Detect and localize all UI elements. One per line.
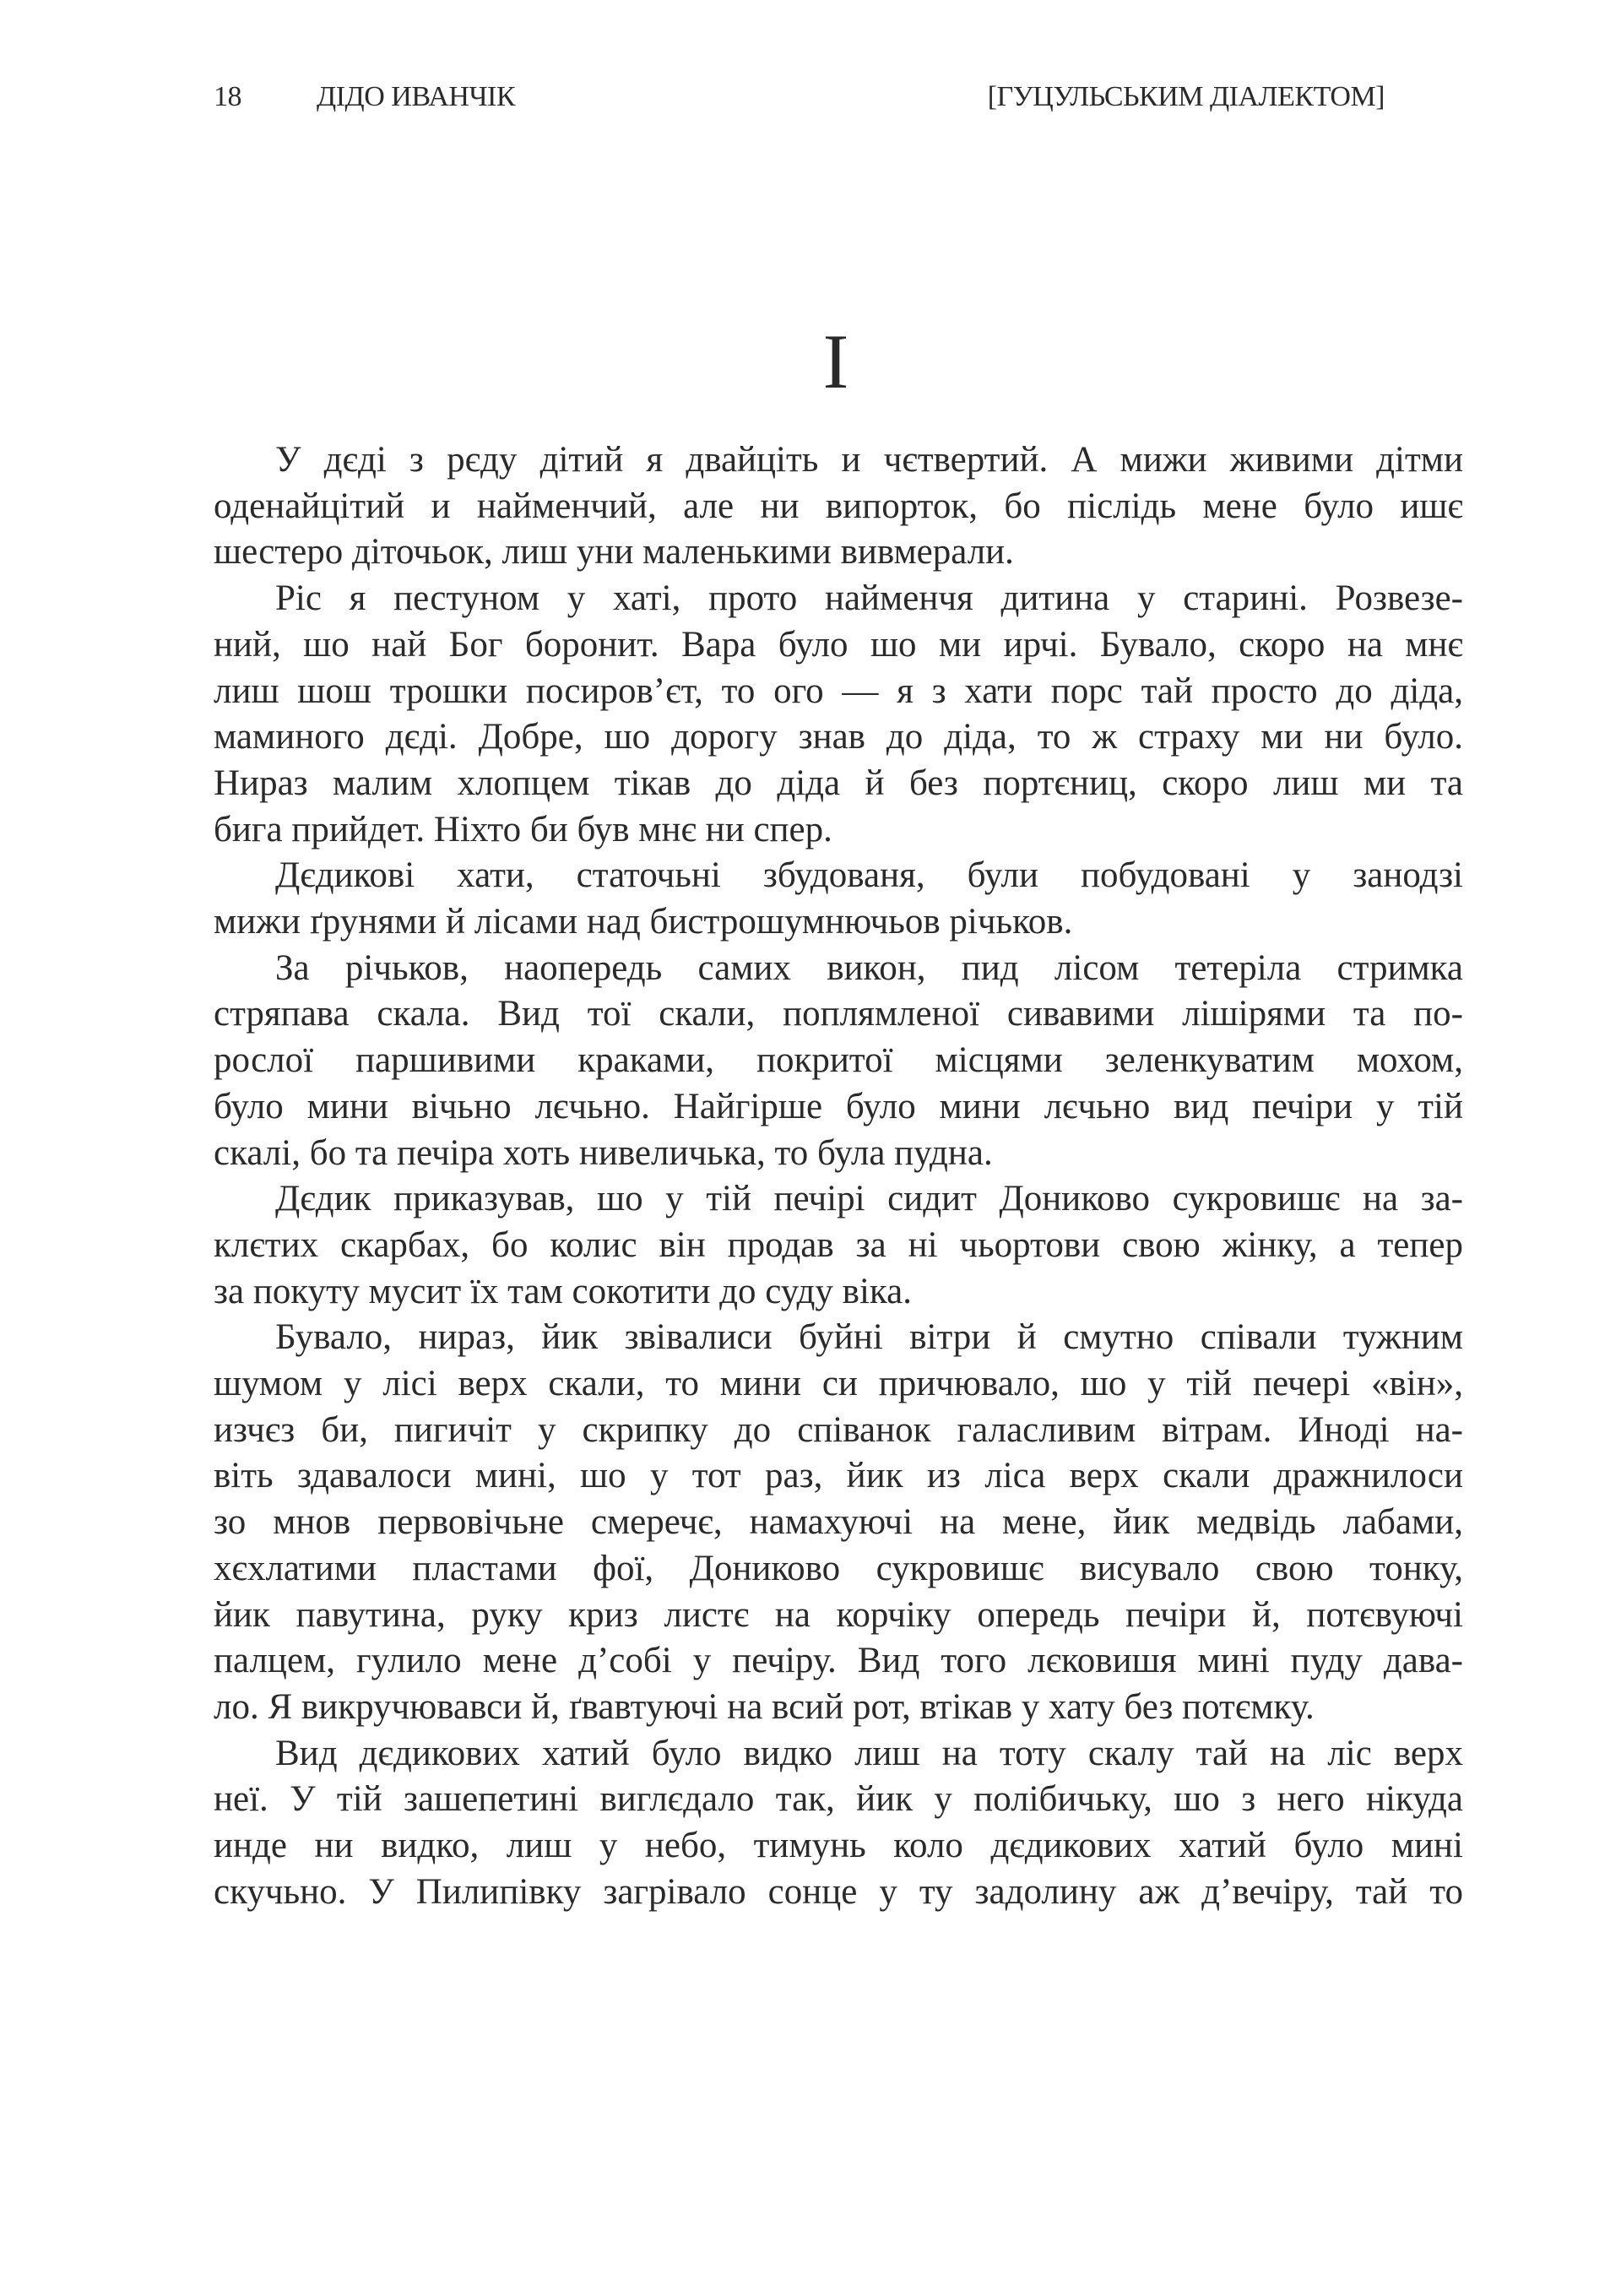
text-line: скучьно. У Пилипівку загрівало сонце у ту задолину аж д’вечіру, тай то	[214, 1871, 1463, 1912]
text-line: за покуту мусит їх там сокотити до суду віка.	[214, 1271, 912, 1311]
text-line: рослої паршивими краками, покритої місцями зеленкуватим мохом,	[214, 1040, 1463, 1081]
text-line: Вид дєдикових хатий було видко лиш на тоту скалу тай на ліс верх	[275, 1733, 1463, 1773]
page-number: 18	[214, 81, 241, 112]
text-line: оденайцітий и найменчий, але ни випорток, бо післідь мене було ишє	[214, 486, 1463, 526]
text-line: шестеро діточьок, лиш уни маленькими вивмерали.	[214, 532, 1014, 573]
text-line: бига прийдет. Ніхто би був мнє ни спер.	[214, 809, 832, 849]
text-line: изчєз би, пигичіт у скрипку до співанок галасливим вітрам. Иноді на-	[214, 1409, 1463, 1450]
text-line: Бувало, нираз, йик звівалиси буйні вітри й смутно співали тужним	[275, 1317, 1463, 1358]
paragraph	[214, 853, 1463, 945]
text-line: шумом у лісі верх скали, то мини си причювало, шо у тій печері «він»,	[214, 1364, 1463, 1404]
text-line: У дєді з рєду дітий я двайціть и чєтвертий. А мижи живими дітми	[275, 440, 1463, 480]
paragraph	[214, 437, 1463, 576]
text-line: маминого дєді. Добре, шо дорогу знав до діда, то ж страху ми ни було.	[214, 717, 1463, 757]
text-line: Ріс я пестуном у хаті, прото найменчя дитина у старині. Розвезе-	[275, 578, 1463, 619]
text-line: неї. У тій зашепетині виглєдало так, йик у полібичьку, шо з него нікуда	[214, 1779, 1463, 1820]
text-line: Дєдикові хати, статочьні збудованя, були побудовані у занодзі	[275, 855, 1463, 896]
text-line: ло. Я викручювавси й, ґвавтуючі на всий рот, втікав у хату без потємку.	[214, 1686, 1315, 1727]
running-head	[214, 81, 1385, 123]
text-line: мижи ґрунями й лісами над бистрошумнючьов річьков.	[214, 902, 1073, 942]
text-line: Дєдик приказував, шо у тій печірі сидит Дониково сукровишє на за-	[275, 1179, 1463, 1219]
text-line: хєхлатими пластами фої, Дониково сукровишє висувало свою тонку,	[214, 1548, 1463, 1588]
text-line: Нираз малим хлопцем тікав до діда й без портєниц, скоро лиш ми та	[214, 763, 1463, 803]
paragraph	[214, 1731, 1463, 1916]
paragraph	[214, 1315, 1463, 1730]
section-title: [ГУЦУЛЬСЬКИМ ДІАЛЕКТОМ]	[987, 81, 1385, 112]
text-line: віть здавалоси мині, шо у тот раз, йик из ліса верх скали дражнилоси	[214, 1456, 1463, 1496]
paragraph	[214, 576, 1463, 853]
text-line: скалі, бо та печіра хоть нивеличька, то була пудна.	[214, 1132, 993, 1173]
body-text	[214, 437, 1463, 1916]
text-line: стряпава скала. Вид тої скали, поплямленої сивавими лішірями та по-	[214, 994, 1463, 1034]
text-line: ний, шо най Бог боронит. Вара було шо ми ирчі. Бувало, скоро на мнє	[214, 624, 1463, 665]
text-line: клєтих скарбах, бо колис він продав за ні чьортови свою жінку, а тепер	[214, 1224, 1463, 1265]
text-line: зо мнов первовічьне смеречє, намахуючі на мене, йик медвідь лабами,	[214, 1502, 1463, 1543]
paragraph	[214, 1176, 1463, 1315]
paragraph	[214, 946, 1463, 1177]
text-line: лиш шош трошки посиров’єт, то ого — я з хати порс тай просто до діда,	[214, 670, 1463, 711]
text-line: палцем, гулило мене д’собі у печіру. Вид того лєковишя мині пуду дава-	[214, 1641, 1463, 1681]
text-line: йик павутина, руку криз листє на корчіку опередь печіри й, потєвуючі	[214, 1594, 1463, 1635]
chapter-heading: I	[822, 318, 849, 404]
book-title: ДІДО ИВАНЧІК	[317, 81, 516, 112]
text-line: було мини вічьно лєчьно. Найгірше було мини лєчьно вид печіри у тій	[214, 1086, 1463, 1126]
text-line: инде ни видко, лиш у небо, тимунь коло дєдикових хатий було мині	[214, 1826, 1463, 1866]
text-line: За річьков, наопередь самих викон, пид лісом тетеріла стримка	[275, 947, 1463, 988]
